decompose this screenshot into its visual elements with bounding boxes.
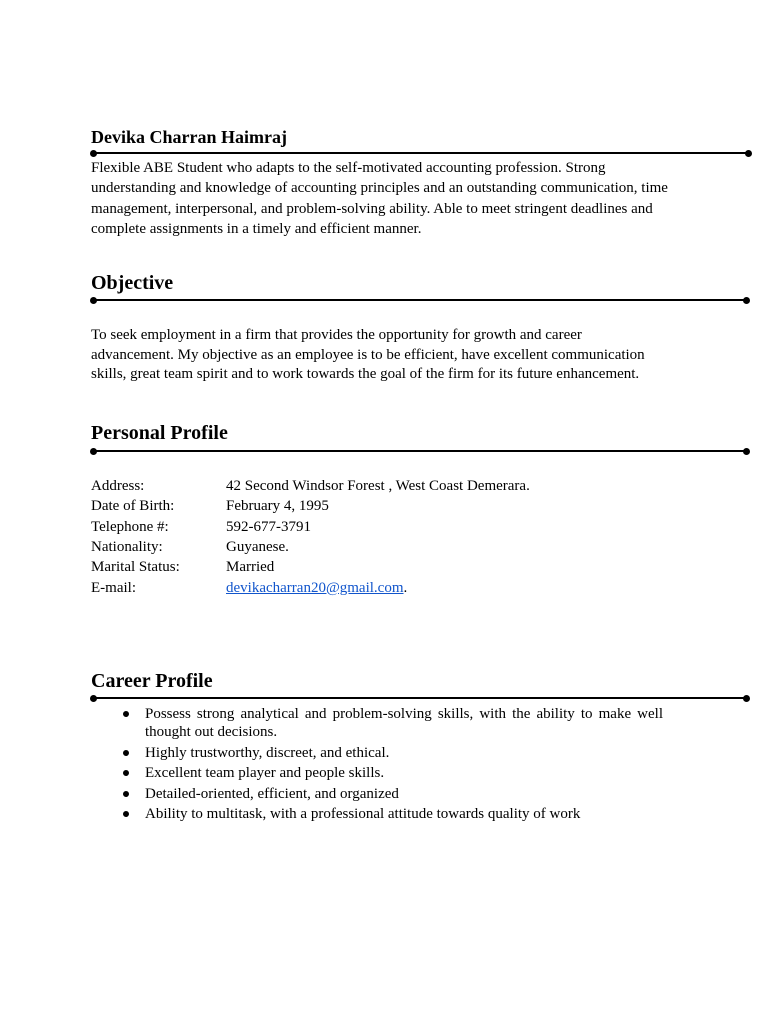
divider-end-dot <box>90 695 97 702</box>
career-bullet-item <box>0 785 768 803</box>
career-profile-list <box>0 705 768 826</box>
objective-paragraph <box>91 326 645 385</box>
objective-line: skills, great team spirit and to work towards the goal of the firm for its future enhancement. <box>91 366 640 383</box>
profile-label: Nationality: <box>91 538 163 555</box>
divider-end-dot <box>90 448 97 455</box>
personal-profile-heading: Personal Profile <box>91 422 228 444</box>
divider-end-dot <box>743 695 750 702</box>
bullet-icon <box>123 791 129 797</box>
career-bullet-text: Detailed-oriented, efficient, and organized <box>145 785 399 802</box>
career-bullet-item <box>0 764 768 782</box>
profile-value <box>226 578 407 598</box>
career-bullet-item <box>0 805 768 823</box>
divider-end-dot <box>743 448 750 455</box>
career-bullet-text: Highly trustworthy, discreet, and ethical. <box>145 744 390 761</box>
candidate-name: Devika Charran Haimraj <box>91 127 287 147</box>
divider-end-dot <box>745 150 752 157</box>
summary-line: Flexible ABE Student who adapts to the self-motivated accounting profession. Strong <box>91 160 606 176</box>
profile-label: Telephone #: <box>91 518 169 535</box>
profile-value: Married <box>226 559 275 576</box>
profile-value: Guyanese. <box>226 538 289 555</box>
bullet-icon <box>123 711 129 717</box>
career-bullet-text: Ability to multitask, with a professional attitude towards quality of work <box>145 806 581 822</box>
summary-paragraph <box>91 158 668 240</box>
objective-heading: Objective <box>91 272 174 294</box>
section-divider <box>93 152 748 154</box>
career-bullet-item <box>0 744 768 762</box>
bullet-icon <box>123 750 129 756</box>
profile-value: February 4, 1995 <box>226 498 329 515</box>
profile-value: 592-677-3791 <box>226 518 311 535</box>
career-bullet-text: Possess strong analytical and problem-solving skills, with the ability to make well thought out decisions. <box>145 706 663 740</box>
career-profile-heading: Career Profile <box>91 670 213 692</box>
bullet-icon <box>123 770 129 776</box>
divider-end-dot <box>90 150 97 157</box>
bullet-icon <box>123 811 129 817</box>
objective-line: advancement. My objective as an employee is to be efficient, have excellent communication <box>91 346 645 363</box>
career-bullet-item <box>0 705 768 741</box>
objective-line: To seek employment in a firm that provides the opportunity for growth and career <box>91 327 582 344</box>
summary-line: understanding and knowledge of accounting principles and an outstanding communication, time <box>91 180 668 197</box>
email-period: . <box>403 579 408 596</box>
summary-line: management, interpersonal, and problem-solving ability. Able to meet stringent deadlines and <box>91 200 653 217</box>
profile-label: Marital Status: <box>91 559 180 576</box>
section-divider <box>93 299 746 301</box>
section-divider <box>93 450 746 452</box>
divider-end-dot <box>90 297 97 304</box>
section-divider <box>93 697 746 699</box>
divider-end-dot <box>743 297 750 304</box>
profile-value: 42 Second Windsor Forest , West Coast Demerara. <box>226 477 530 494</box>
profile-label: Date of Birth: <box>91 498 175 515</box>
profile-label: Address: <box>91 477 145 494</box>
email-link[interactable]: devikacharran20@gmail.com <box>226 579 404 596</box>
summary-line: complete assignments in a timely and efficient manner. <box>91 221 422 238</box>
profile-label: E-mail: <box>91 579 136 596</box>
career-bullet-text: Excellent team player and people skills. <box>145 765 385 781</box>
